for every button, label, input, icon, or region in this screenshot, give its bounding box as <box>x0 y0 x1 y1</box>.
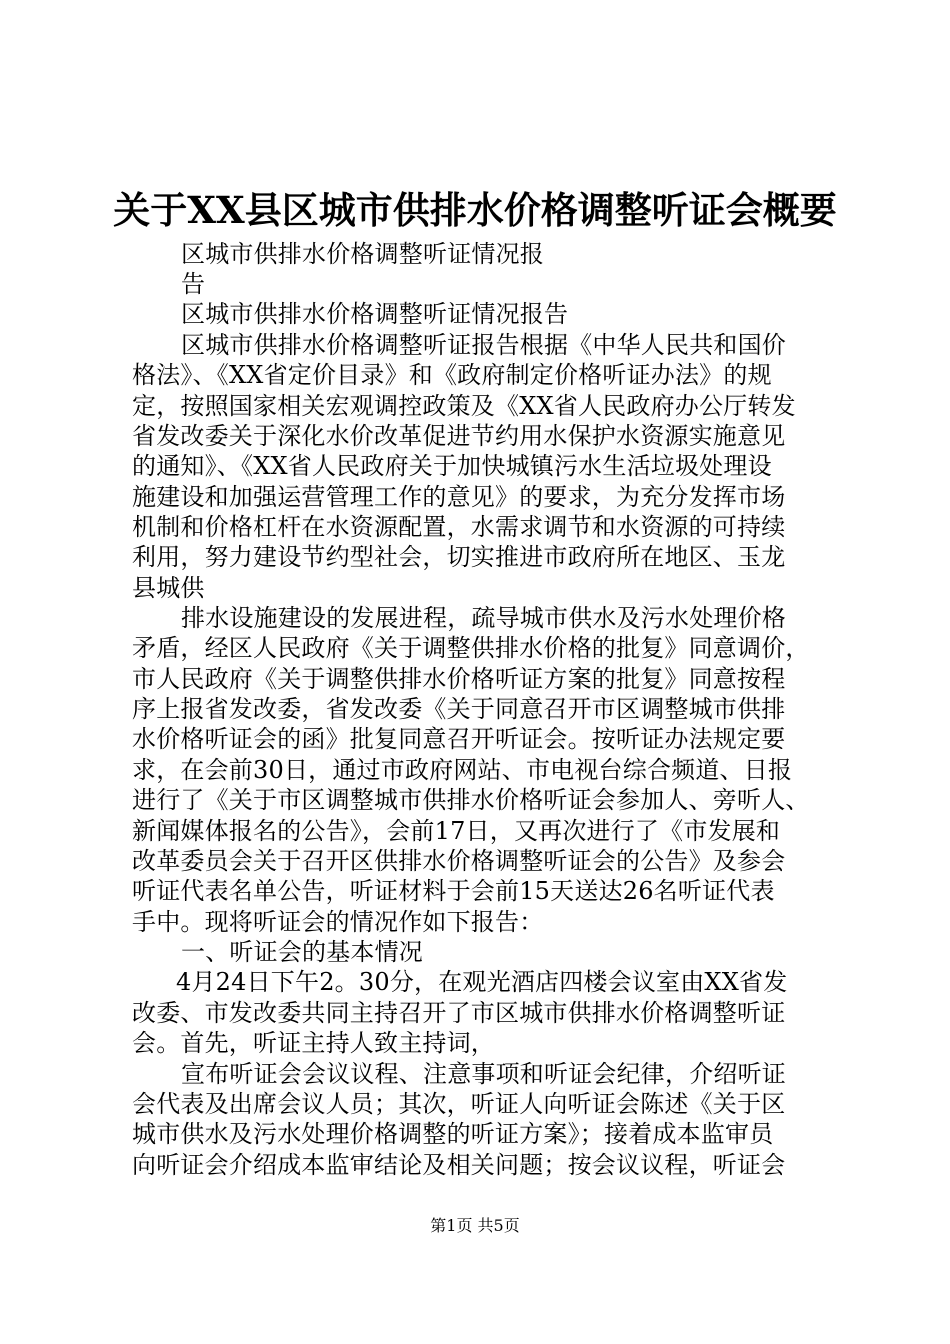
text-line-9: 施建设和加强运营管理工作的意见》的要求，为充分发挥市场 <box>132 483 786 511</box>
text-line-18: 求，在会前30日，通过市政府网站、市电视台综合频道、日报 <box>132 756 793 784</box>
text-line-14: 矛盾，经区人民政府《关于调整供排水价格的批复》同意调价， <box>132 634 810 662</box>
text-line-13: 排水设施建设的发展进程，疏导城市供水及污水处理价格 <box>181 604 786 632</box>
text-line-25: 4月24日下午2。30分，在观光酒店四楼会议室由XX省发 <box>176 968 788 996</box>
text-line-17: 水价格听证会的函》批复同意召开听证会。按听证办法规定要 <box>132 725 786 753</box>
text-line-20: 新闻媒体报名的公告》，会前17日，又再次进行了《市发展和 <box>132 817 781 845</box>
text-line-26: 改委、市发改委共同主持召开了市区城市供排水价格调整听证 <box>132 999 786 1027</box>
text-line-28: 宣布听证会会议议程、注意事项和听证会纪律，介绍听证 <box>181 1060 786 1088</box>
text-line-11: 利用，努力建设节约型社会，切实推进市政府所在地区、玉龙 <box>132 543 786 571</box>
text-line-6: 定，按照国家相关宏观调控政策及《XX省人民政府办公厅转发 <box>132 392 796 420</box>
text-line-15: 市人民政府《关于调整供排水价格听证方案的批复》同意按程 <box>132 665 786 693</box>
text-line-16: 序上报省发改委，省发改委《关于同意召开市区调整城市供排 <box>132 695 786 723</box>
text-line-7: 省发改委关于深化水价改革促进节约用水保护水资源实施意见 <box>132 422 786 450</box>
text-line-22: 听证代表名单公告，听证材料于会前15天送达26名听证代表 <box>132 877 775 905</box>
text-line-19: 进行了《关于市区调整城市供排水价格听证会参加人、旁听人、 <box>132 786 810 814</box>
text-line-8: 的通知》、《XX省人民政府关于加快城镇污水生活垃圾处理设 <box>132 452 772 480</box>
text-line-10: 机制和价格杠杆在水资源配置，水需求调节和水资源的可持续 <box>132 513 786 541</box>
text-line-27: 会。首先，听证主持人致主持词， <box>132 1029 495 1057</box>
document-title: 关于XX县区城市供排水价格调整听证会概要 <box>113 188 837 232</box>
page-footer: 第1页 共5页 <box>430 1216 520 1235</box>
text-line-30: 城市供水及污水处理价格调整的听证方案》；接着成本监审员 <box>132 1120 774 1148</box>
text-line-31: 向听证会介绍成本监审结论及相关问题；按会议议程，听证会 <box>132 1151 786 1179</box>
text-line-3: 区城市供排水价格调整听证情况报告 <box>181 300 569 328</box>
text-line-29: 会代表及出席会议人员；其次，听证人向听证会陈述《关于区 <box>132 1090 786 1118</box>
text-line-2: 告 <box>181 270 206 298</box>
text-line-5: 格法》、《XX省定价目录》和《政府制定价格听证办法》的规 <box>132 361 772 389</box>
text-line-23: 手中。现将听证会的情况作如下报告： <box>132 908 544 936</box>
text-line-12: 县城供 <box>132 574 205 602</box>
text-line-1: 区城市供排水价格调整听证情况报 <box>181 240 544 268</box>
section-heading: 一、听证会的基本情况 <box>181 938 423 966</box>
text-line-21: 改革委员会关于召开区供排水价格调整听证会的公告》及参会 <box>132 847 786 875</box>
text-line-4: 区城市供排水价格调整听证报告根据《中华人民共和国价 <box>181 331 786 359</box>
